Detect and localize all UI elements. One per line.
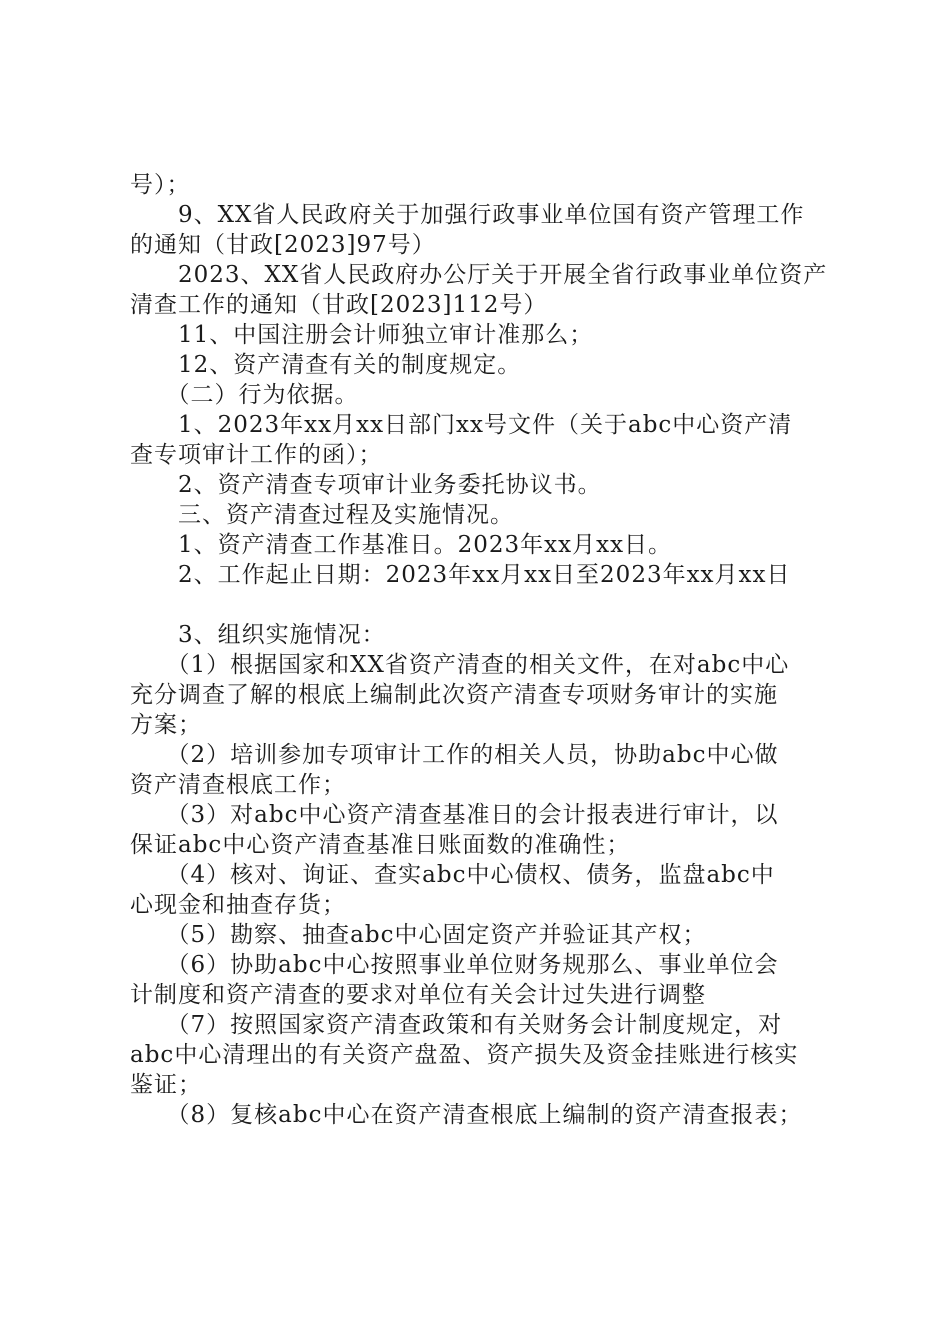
text-line: （8）复核abc中心在资产清查根底上编制的资产清查报表； <box>130 1102 803 1128</box>
text-line: 三、资产清查过程及实施情况。 <box>130 502 514 528</box>
text-line: 1、资产清查工作基准日。2023年xx月xx日。 <box>130 532 673 558</box>
text-line: 查专项审计工作的函）； <box>130 442 383 468</box>
text-line: 方案； <box>130 712 202 738</box>
text-line: 充分调查了解的根底上编制此次资产清查专项财务审计的实施 <box>130 682 778 708</box>
text-line: 的通知（甘政[2023]97号） <box>130 232 436 258</box>
text-line: 心现金和抽查存货； <box>130 892 346 918</box>
blank-line <box>130 590 835 620</box>
text-line: （6）协助abc中心按照事业单位财务规那么、事业单位会 <box>130 952 779 978</box>
text-line: （1）根据国家和XX省资产清查的相关文件，在对abc中心 <box>130 652 790 678</box>
document-body <box>130 170 835 1130</box>
text-line: 清查工作的通知（甘政[2023]112号） <box>130 292 548 318</box>
text-line: 2023、XX省人民政府办公厅关于开展全省行政事业单位资产 <box>130 262 828 288</box>
text-line: 11、中国注册会计师独立审计准那么； <box>130 322 594 348</box>
text-line: 2、工作起止日期：2023年xx月xx日至2023年xx月xx日 <box>130 562 791 588</box>
text-line: 资产清查根底工作； <box>130 772 346 798</box>
text-line: （5）勘察、抽查abc中心固定资产并验证其产权； <box>130 922 707 948</box>
text-line: 鉴证； <box>130 1072 202 1098</box>
text-line: （3）对abc中心资产清查基准日的会计报表进行审计，以 <box>130 802 779 828</box>
text-line: （7）按照国家资产清查政策和有关财务会计制度规定，对 <box>130 1012 783 1038</box>
text-line: 保证abc中心资产清查基准日账面数的准确性； <box>130 832 631 858</box>
text-line: （二）行为依据。 <box>130 382 359 408</box>
text-line: 1、2023年xx月xx日部门xx号文件（关于abc中心资产清 <box>130 412 793 438</box>
text-line: 2、资产清查专项审计业务委托协议书。 <box>130 472 602 498</box>
text-line: 3、组织实施情况： <box>130 622 386 648</box>
text-line: abc中心清理出的有关资产盘盈、资产损失及资金挂账进行核实 <box>130 1042 799 1068</box>
text-line: （2）培训参加专项审计工作的相关人员，协助abc中心做 <box>130 742 779 768</box>
text-line: 计制度和资产清查的要求对单位有关会计过失进行调整 <box>130 982 706 1008</box>
text-line: （4）核对、询证、查实abc中心债权、债务，监盘abc中 <box>130 862 775 888</box>
text-line: 12、资产清查有关的制度规定。 <box>130 352 522 378</box>
text-line: 9、XX省人民政府关于加强行政事业单位国有资产管理工作 <box>130 202 805 228</box>
text-line: 号）； <box>130 172 191 198</box>
